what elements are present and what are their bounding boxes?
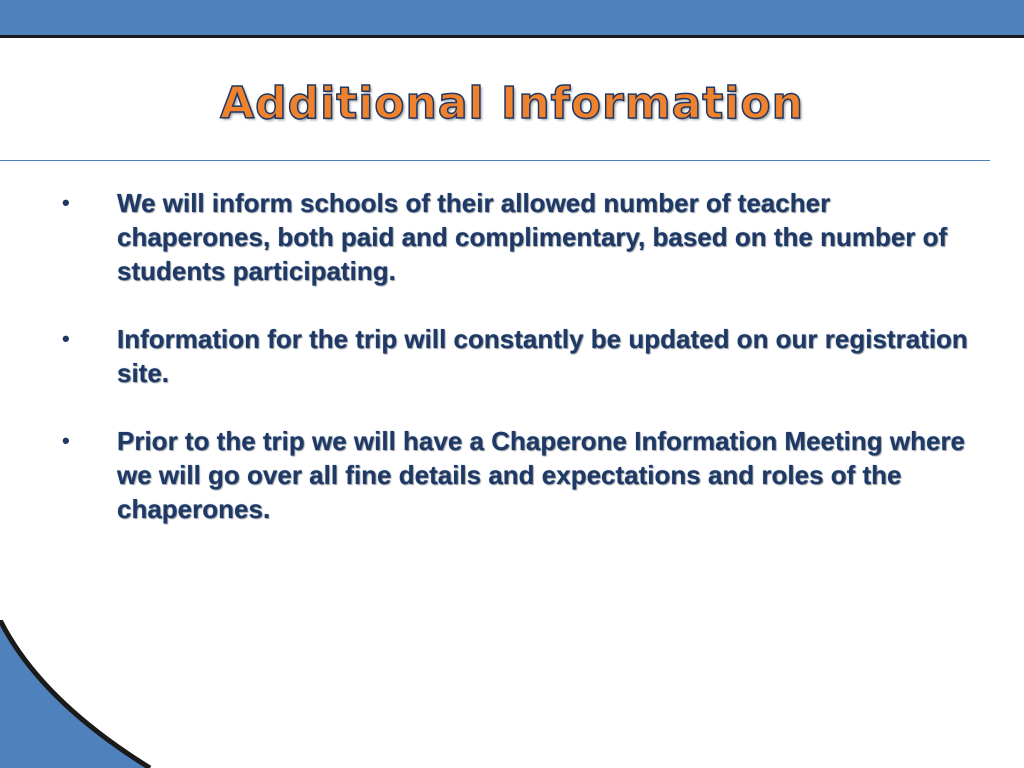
slide-title: Additional Information [220,78,804,129]
top-decorative-band [0,0,1024,38]
bullet-item [60,322,980,390]
bullet-text: Information for the trip will constantly be updated on our registration site. [117,324,968,388]
bullet-list [60,186,980,560]
bullet-item [60,424,980,526]
bullet-marker: • [62,190,70,215]
bullet-item [60,186,980,288]
corner-swoosh-decoration [0,620,160,768]
title-divider [0,160,990,161]
bullet-text: Prior to the trip we will have a Chaperone Information Meeting where we will go over all fine details and expectations and roles of the chaperones. [117,426,966,524]
bullet-marker: • [62,428,70,453]
bullet-marker: • [62,326,70,351]
bullet-text: We will inform schools of their allowed number of teacher chaperones, both paid and complimentary, based on the number of students participating. [117,188,948,286]
